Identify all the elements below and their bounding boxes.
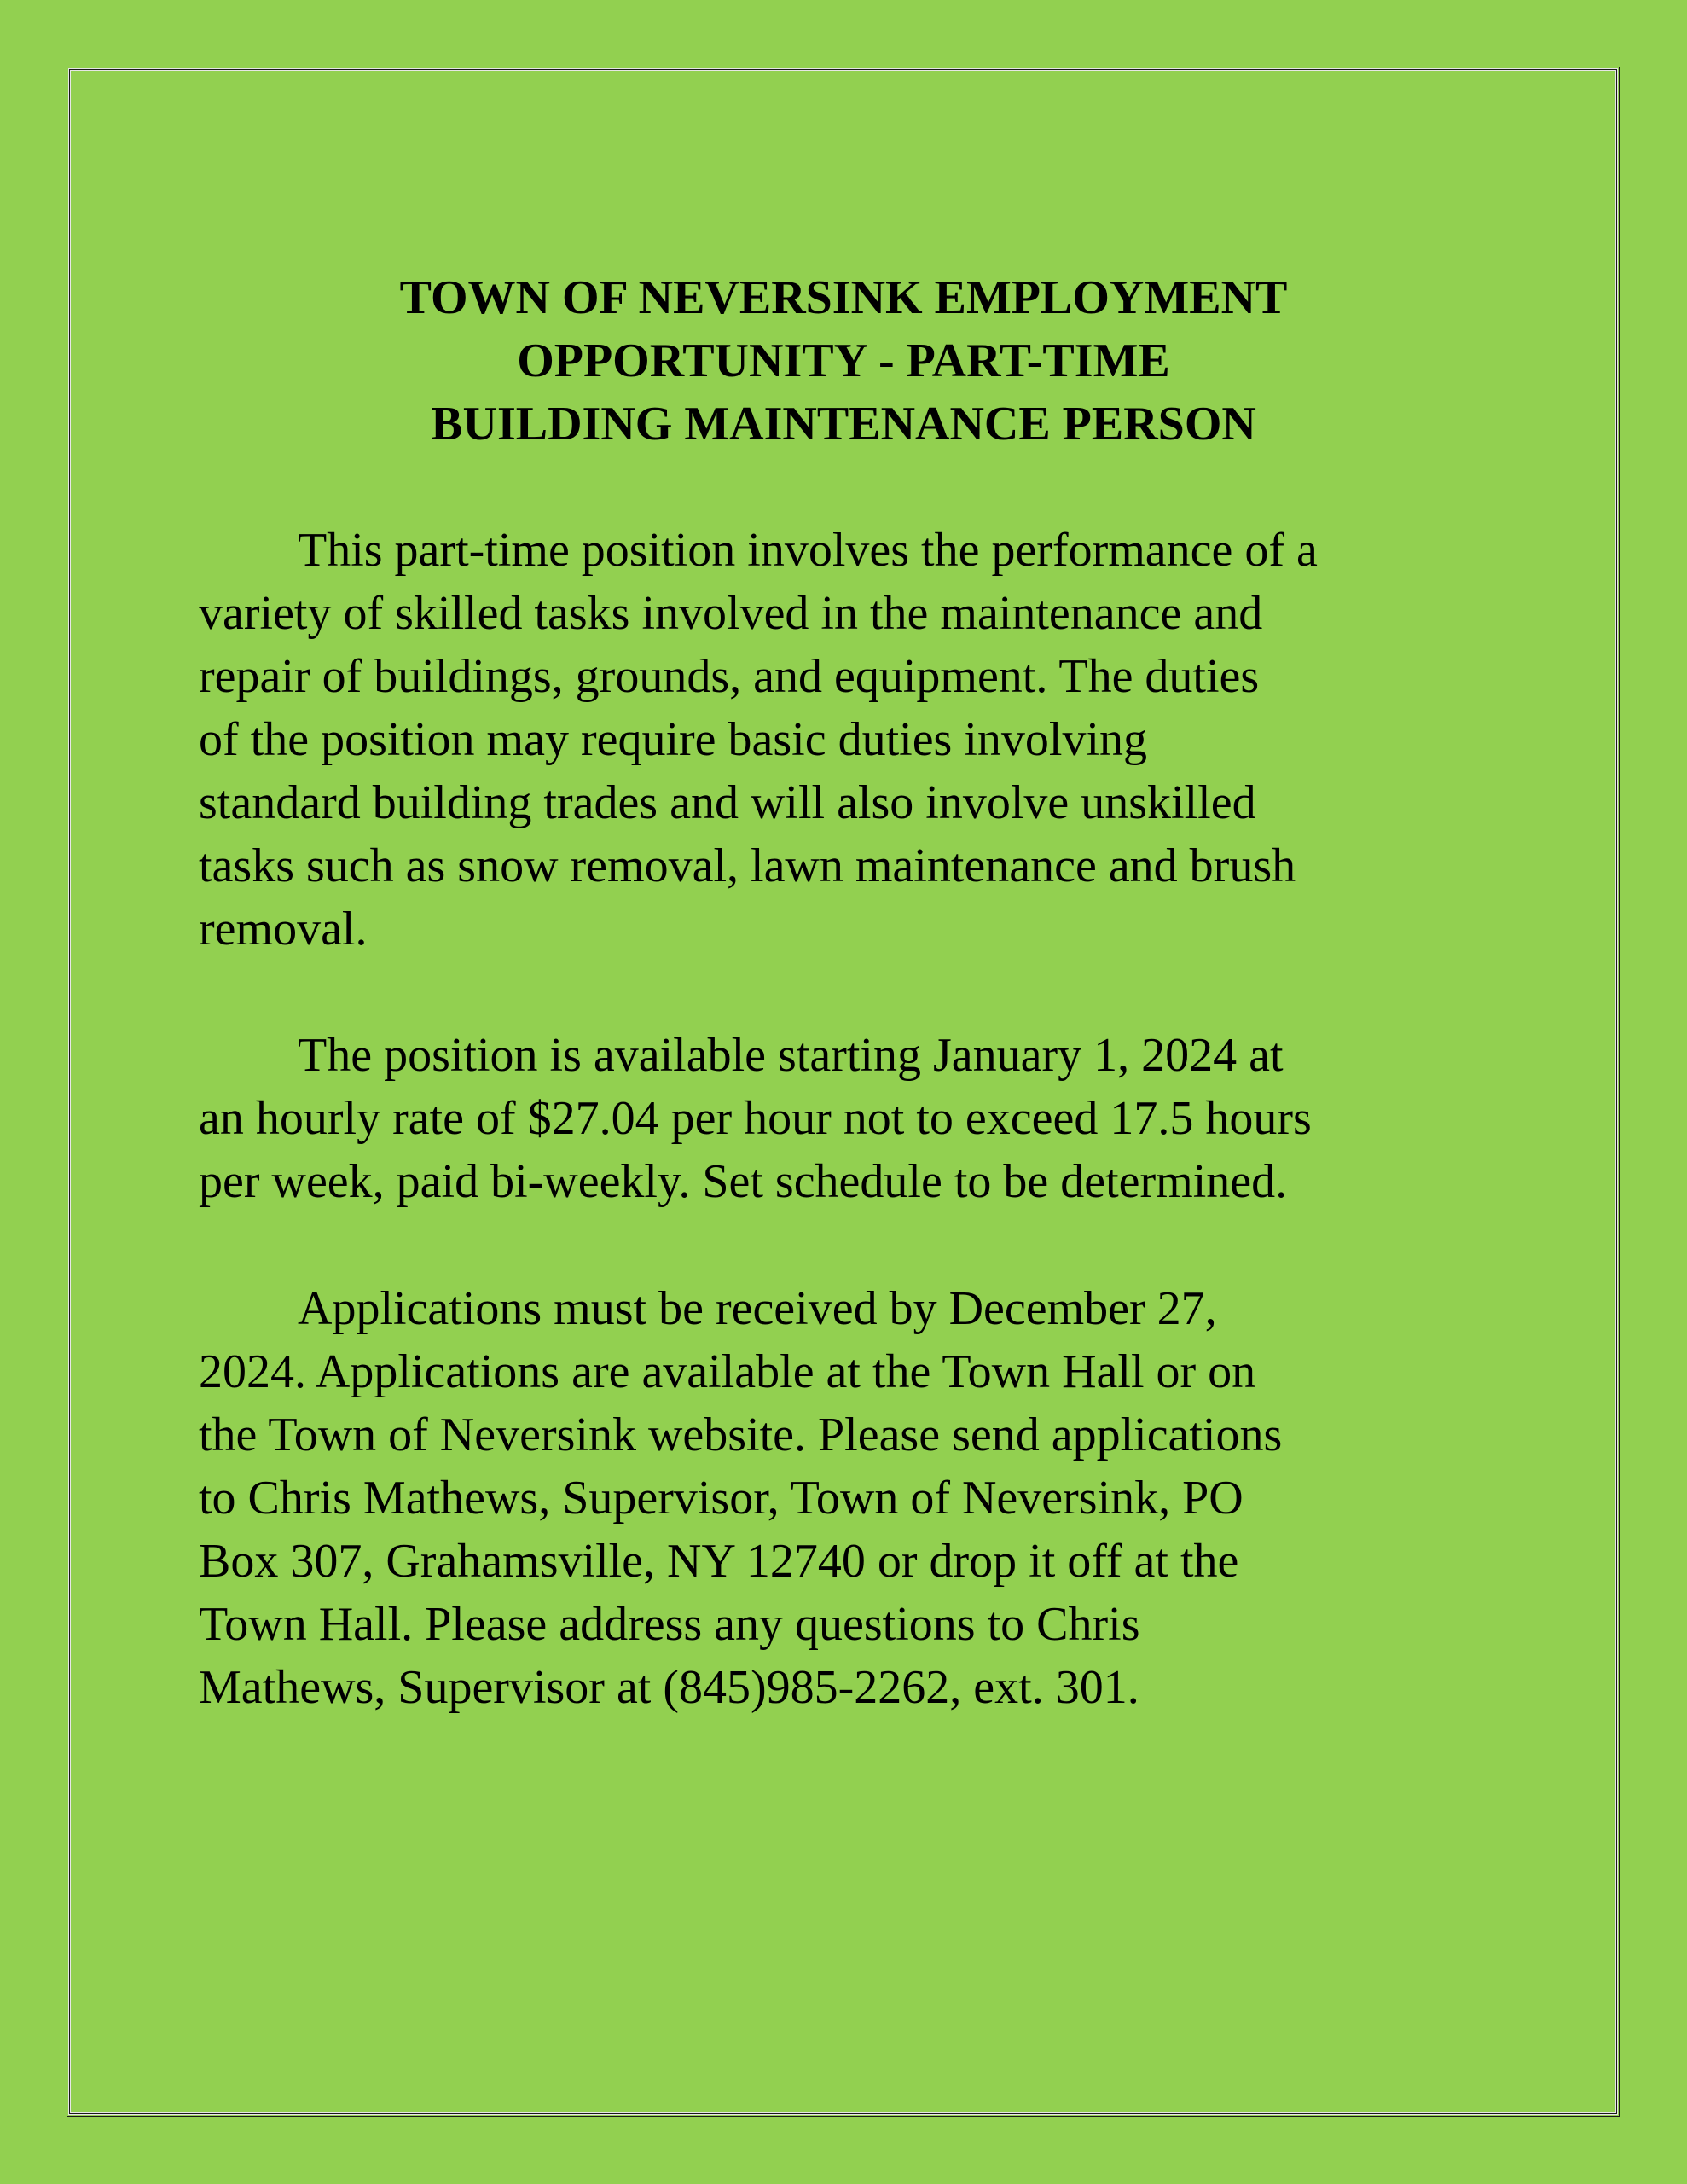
text-line: Mathews, Supervisor at (845)985-2262, ext. 301. [199,1661,1139,1714]
text-line: Applications must be received by December 27, [298,1282,1217,1335]
text-line: of the position may require basic duties involving [199,713,1148,766]
text-line: removal. [199,903,368,956]
text-line: an hourly rate of $27.04 per hour not to exceed 17.5 hours [199,1092,1312,1145]
title-line: OPPORTUNITY - PART-TIME [517,334,1170,387]
text-line: The position is available starting January 1, 2024 at [298,1029,1284,1082]
title-line: TOWN OF NEVERSINK EMPLOYMENT [399,271,1288,324]
text-line: standard building trades and will also involve unskilled [199,776,1256,829]
notice-title [0,266,1687,456]
paragraph-pay-schedule [199,1024,1504,1213]
text-line: tasks such as snow removal, lawn maintenance and brush [199,839,1296,892]
paragraph-application-instructions [199,1277,1504,1719]
text-line: 2024. Applications are available at the Town Hall or on [199,1345,1256,1398]
title-line: BUILDING MAINTENANCE PERSON [431,398,1256,450]
text-line: the Town of Neversink website. Please send applications [199,1409,1283,1461]
text-line: per week, paid bi-weekly. Set schedule to be determined. [199,1155,1288,1208]
text-line: variety of skilled tasks involved in the maintenance and [199,587,1263,640]
text-line: Town Hall. Please address any questions to Chris [199,1598,1140,1651]
text-line: This part-time position involves the performance of a [298,524,1318,577]
paragraph-position-description [199,519,1504,961]
text-line: to Chris Mathews, Supervisor, Town of Neversink, PO [199,1472,1244,1525]
text-line: repair of buildings, grounds, and equipment. The duties [199,650,1260,703]
text-line: Box 307, Grahamsville, NY 12740 or drop it off at the [199,1535,1239,1588]
